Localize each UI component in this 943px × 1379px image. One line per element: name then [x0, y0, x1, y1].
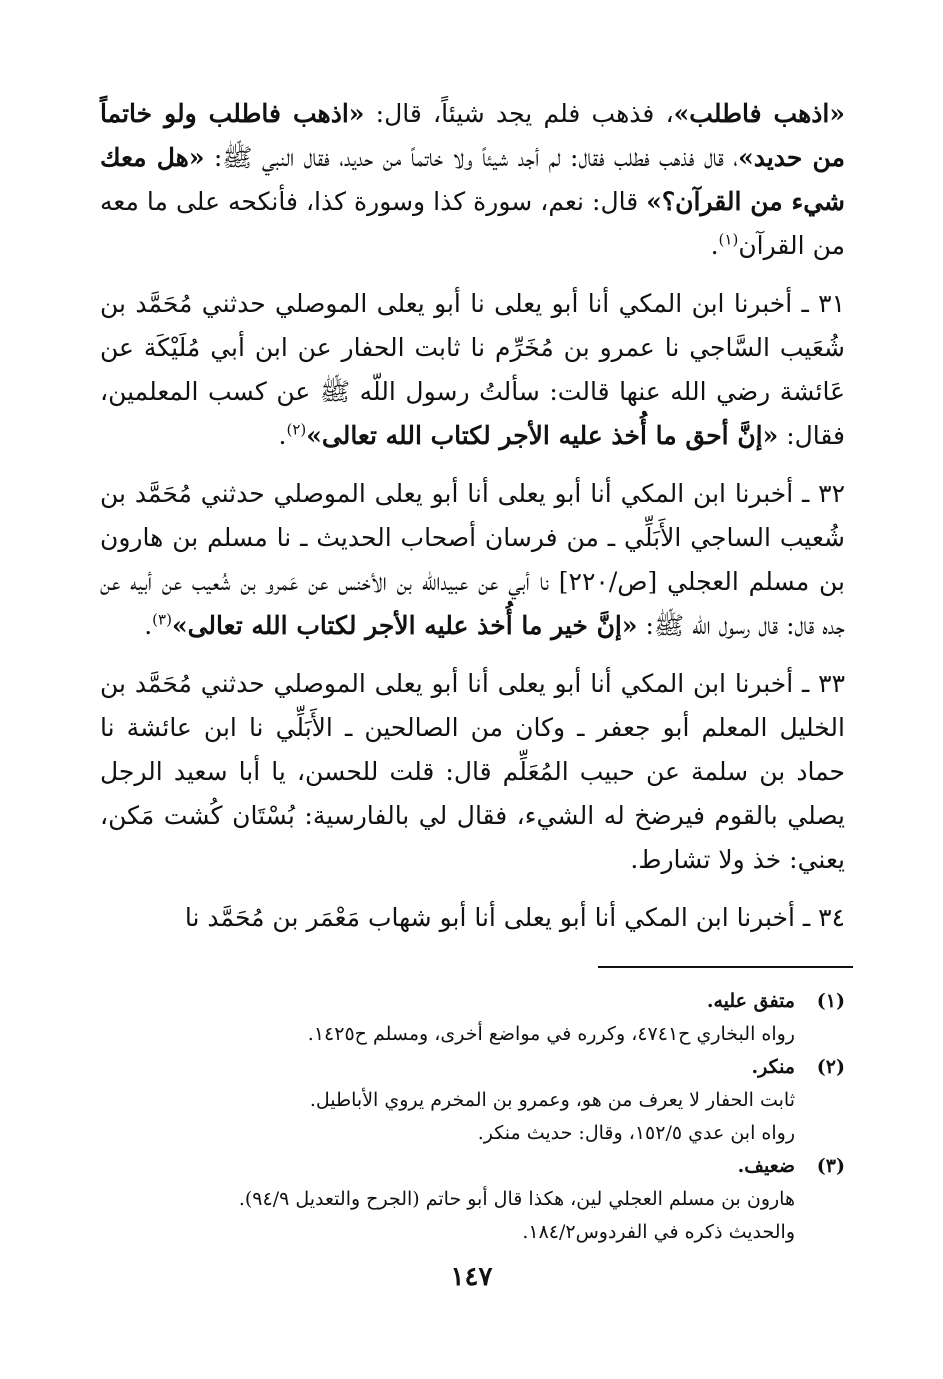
hadith-31 [100, 282, 845, 458]
footnote-line: ثابت الحفار لا يعرف من هو، وعمرو بن المخرم يروي الأباطيل. [309, 1089, 795, 1111]
end-mark: . [144, 611, 153, 640]
footnote-1 [100, 985, 845, 1051]
footnote-ref: (١) [718, 230, 739, 249]
footnote-line: والحديث ذكره في الفردوس١٨٤/٢. [522, 1221, 795, 1243]
footnote-line: رواه البخاري ح٤٧٤١، وكرره في مواضع أخرى، ومسلم ح١٤٢٥. [307, 1023, 795, 1045]
quote-text: «إنَّ أحق ما أُخذ عليه الأجر لكتاب الله تعالى» [306, 421, 779, 450]
narration-text: ، فذهب فلم يجد شيئاً، قال: [364, 99, 674, 128]
footnote-number: (٣) [816, 1155, 845, 1177]
footnote-3 [100, 1150, 845, 1249]
hadith-34 [100, 896, 845, 940]
footnote-number: (١) [816, 990, 845, 1012]
footnote-ref: (٣) [152, 610, 172, 629]
footnote-grade: منكر. [751, 1056, 795, 1078]
quote-text: «هل معك شيء من القرآن؟» [100, 143, 845, 216]
footnote-body [100, 985, 795, 1051]
hadith-32 [100, 472, 845, 648]
footnote-ref: (٢) [286, 420, 307, 439]
narration-text: قال: نعم، سورة كذا وسورة كذا، فأنكحه على ما معه من القرآن [100, 187, 845, 260]
quote-text: «إنَّ خير ما أُخذ عليه الأجر لكتاب الله تعالى» [171, 611, 638, 640]
end-mark: . [278, 421, 287, 450]
footnote-body [100, 1150, 795, 1249]
narration-text: ٣١ ـ أخبرنا ابن المكي أنا أبو يعلى نا أبو يعلى الموصلي حدثني مُحَمَّد بن شُعَيب السَّاجي نا عمرو بن مُخَرِّم نا ثابت الحفار عن ابن أبي مُلَيْكَة عن عَائشة رضي الله عنها قالت: سألتُ رسول اللّه ﷺ عن كسب المعلمين، فقال: [100, 289, 845, 450]
narration-text: ، قال فذهب فطلب فقال: لم أجد شيئاً ولا خاتماً من حديد، فقال النبي ﷺ: [204, 143, 739, 172]
footnote-2 [100, 1051, 845, 1150]
narration-text: ٣٢ ـ أخبرنا ابن المكي أنا أبو يعلى أنا أبو يعلى الموصلي حدثني مُحَمَّد بن شُعيب الساجي الأَبَلِّي ـ من فرسان أصحاب الحديث ـ نا مسلم بن هارون بن مسلم العجلي [ص/٢٢٠] نا أبي عن عبيدالله بن الأخنس عن عَمرو بن شُعيب عن أبيه عن جده قال: قال رسول اللّه ﷺ: [100, 479, 845, 640]
hadith-33 [100, 662, 845, 882]
footnote-number: (٢) [816, 1056, 845, 1078]
footnote-line: هارون بن مسلم العجلي لين، هكذا قال أبو حاتم (الجرح والتعديل ٩٤/٩). [238, 1188, 795, 1210]
narration-text: ٣٣ ـ أخبرنا ابن المكي أنا أبو يعلى أنا أبو يعلى الموصلي حدثني مُحَمَّد بن الخليل المعلم أبو جعفر ـ وكان من الصالحين ـ الأَبَلِّي نا ابن عائشة نا حماد بن سلمة عن حبيب المُعَلِّم قال: قلت للحسن، يا أبا سعيد الرجل يصلي بالقوم فيرضخ له الشيء، فقال لي بالفارسية: بُسْتَان كُشت مَكن، يعني: خذ ولا تشارط. [100, 669, 845, 874]
footnotes [100, 985, 845, 1249]
quote-text: «اذهب فاطلب ولو خاتماً من حديد» [100, 99, 845, 172]
footnote-grade: متفق عليه. [706, 990, 795, 1012]
quote-text: «اذهب فاطلب» [673, 99, 845, 128]
paragraph-intro [100, 92, 845, 268]
footnote-line: رواه ابن عدي ١٥٢/٥، وقال: حديث منكر. [477, 1122, 795, 1144]
footnote-body [100, 1051, 795, 1150]
narration-text: ٣٤ ـ أخبرنا ابن المكي أنا أبو يعلى أنا أبو شهاب مَعْمَر بن مُحَمَّد نا [184, 903, 845, 932]
main-text [100, 92, 845, 954]
end-mark: . [710, 231, 719, 260]
footnote-grade: ضعيف. [737, 1155, 795, 1177]
footnote-divider [598, 966, 853, 968]
page-number: ١٤٧ [450, 1262, 493, 1292]
